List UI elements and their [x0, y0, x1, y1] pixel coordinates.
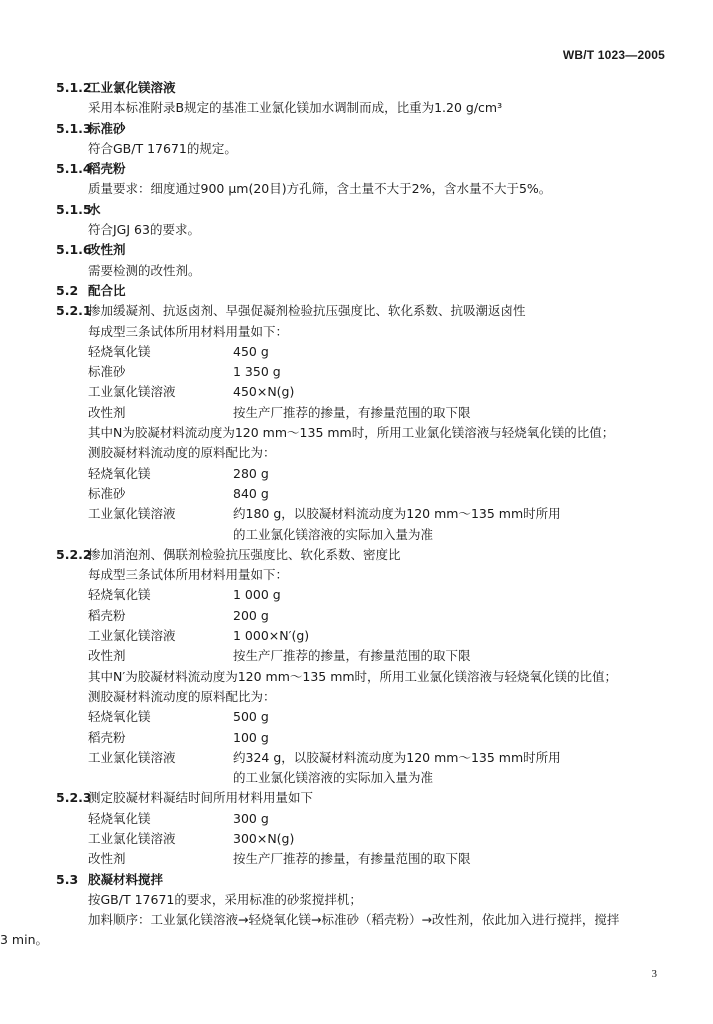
paragraph: 采用本标准附录B规定的基准工业氯化镁加水调制而成，比重为1.20 g/cm³ — [88, 100, 503, 116]
paragraph: 每成型三条试体所用材料用量如下： — [88, 323, 289, 339]
material-row: 工业氯化镁溶液 约324 g，以胶凝材料流动度为120 mm～135 mm时所用 — [88, 749, 561, 765]
paragraph: 质量要求：细度通过900 μm(20目)方孔筛，含土量不大于2%，含水量不大于5%。 — [88, 181, 552, 197]
section-heading: 5.1.6改性剂 — [56, 242, 126, 258]
paragraph: 其中N′为胶凝材料流动度为120 mm～135 mm时，所用工业氯化镁溶液与轻烧氧化镁的比值； — [88, 668, 618, 684]
paragraph: 加料顺序：工业氯化镁溶液→轻烧氧化镁→标准砂（稻壳粉）→改性剂，依此加入进行搅拌，搅拌 — [88, 912, 620, 928]
material-row: 标准砂 840 g — [88, 485, 269, 501]
material-row: 轻烧氧化镁 1 000 g — [88, 587, 281, 603]
paragraph: 符合JGJ 63的要求。 — [88, 222, 200, 238]
material-row: 轻烧氧化镁 280 g — [88, 465, 269, 481]
paragraph: 测胶凝材料流动度的原料配比为： — [88, 688, 276, 704]
material-row: 稻壳粉 200 g — [88, 607, 269, 623]
page-number: 3 — [651, 968, 657, 980]
standard-number: WB/T 1023—2005 — [562, 48, 665, 62]
material-row: 工业氯化镁溶液 300×N(g) — [88, 830, 295, 846]
paragraph: 其中N为胶凝材料流动度为120 mm～135 mm时，所用工业氯化镁溶液与轻烧氧化镁的比值； — [88, 425, 615, 441]
material-row: 轻烧氧化镁 450 g — [88, 343, 269, 359]
paragraph: 3 min。 — [0, 932, 48, 948]
section-heading: 5.1.2工业氯化镁溶液 — [56, 80, 176, 95]
material-row: 工业氯化镁溶液 约180 g，以胶凝材料流动度为120 mm～135 mm时所用 — [88, 506, 561, 522]
paragraph: 的工业氯化镁溶液的实际加入量为准 — [233, 770, 434, 786]
material-row: 改性剂 按生产厂推荐的掺量，有掺量范围的取下限 — [88, 648, 471, 664]
section-heading: 5.2.3测定胶凝材料凝结时间所用材料用量如下 — [56, 790, 314, 806]
paragraph: 测胶凝材料流动度的原料配比为： — [88, 445, 276, 461]
paragraph: 符合GB/T 17671的规定。 — [88, 140, 237, 156]
section-heading: 5.2 配合比 — [56, 282, 126, 298]
section-heading: 5.1.3标准砂 — [56, 120, 126, 136]
material-row: 轻烧氧化镁 500 g — [88, 709, 269, 725]
paragraph: 每成型三条试体所用材料用量如下： — [88, 567, 289, 583]
section-heading: 5.2.1掺加缓凝剂、抗返卤剂、早强促凝剂检验抗压强度比、软化系数、抗吸潮返卤性 — [56, 303, 526, 319]
paragraph: 需要检测的改性剂。 — [88, 262, 201, 278]
section-heading: 5.1.4稻壳粉 — [56, 161, 126, 177]
material-row: 改性剂 按生产厂推荐的掺量，有掺量范围的取下限 — [88, 404, 471, 420]
material-row: 稻壳粉 100 g — [88, 729, 269, 745]
paragraph: 的工业氯化镁溶液的实际加入量为准 — [233, 526, 434, 542]
section-heading: 5.2.2掺加消泡剂、偶联剂检验抗压强度比、软化系数、密度比 — [56, 546, 401, 562]
paragraph: 按GB/T 17671的要求，采用标准的砂浆搅拌机； — [88, 891, 362, 907]
material-row: 改性剂 按生产厂推荐的掺量，有掺量范围的取下限 — [88, 851, 471, 867]
material-row: 轻烧氧化镁 300 g — [88, 810, 269, 826]
material-row: 工业氯化镁溶液 450×N(g) — [88, 384, 295, 400]
material-row: 工业氯化镁溶液 1 000×N′(g) — [88, 628, 310, 644]
material-row: 标准砂 1 350 g — [88, 364, 281, 380]
section-heading: 5.3 胶凝材料搅拌 — [56, 871, 164, 887]
document-body — [0, 78, 666, 951]
section-heading: 5.1.5水 — [56, 201, 101, 217]
